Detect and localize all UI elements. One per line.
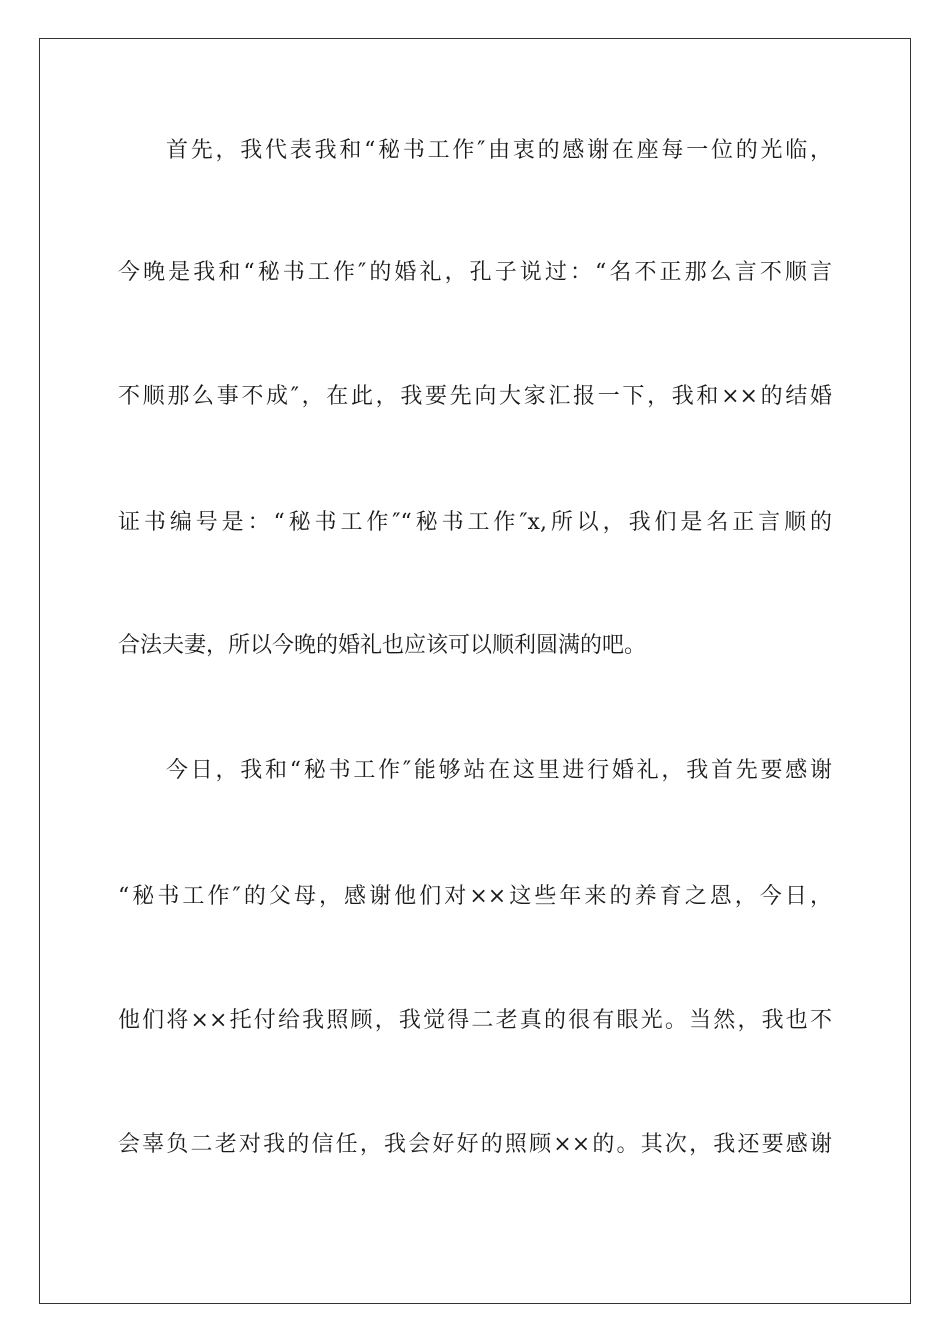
paragraph-2-line-2: “秘书工作″的父母，感谢他们对××这些年来的养育之恩，今日， (118, 884, 832, 909)
page-border (39, 38, 911, 1304)
paragraph-2-line-1: 今日，我和“秘书工作″能够站在这里进行婚礼，我首先要感谢 (166, 758, 832, 783)
paragraph-1-line-1: 首先，我代表我和“秘书工作″由衷的感谢在座每一位的光临， (166, 138, 832, 163)
paragraph-1-line-2: 今晚是我和“秘书工作″的婚礼，孔子说过：“名不正那么言不顺言 (118, 260, 832, 285)
paragraph-1-line-5: 合法夫妻，所以今晚的婚礼也应该可以顺利圆满的吧。 (118, 633, 647, 658)
paragraph-1-line-4: 证书编号是：“秘书工作″“秘书工作″x,所以，我们是名正言顺的 (118, 510, 832, 535)
paragraph-2-line-4: 会辜负二老对我的信任，我会好好的照顾××的。其次，我还要感谢 (118, 1132, 832, 1157)
paragraph-1-line-3: 不顺那么事不成″，在此，我要先向大家汇报一下，我和××的结婚 (118, 384, 832, 409)
paragraph-2-line-3: 他们将××托付给我照顾，我觉得二老真的很有眼光。当然，我也不 (118, 1008, 832, 1033)
